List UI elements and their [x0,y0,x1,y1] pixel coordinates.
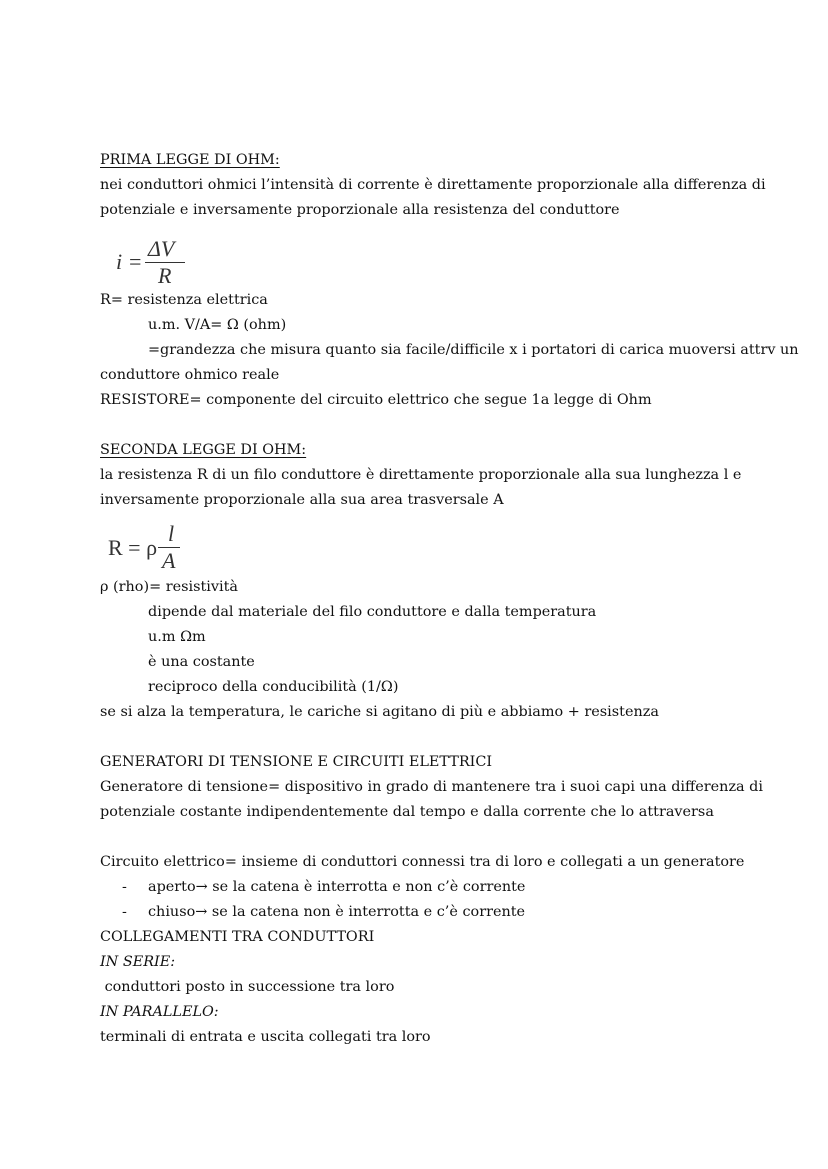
list-item: u.m Ωm [148,629,206,645]
paragraph-line: Generatore di tensione= dispositivo in grado di mantenere tra i suoi capi una differenza di [100,779,763,795]
definition-line: =grandezza che misura quanto sia facile/difficile x i portatori di carica muoversi attrv un [148,342,799,358]
paragraph-line: conduttori posto in successione tra loro [100,979,395,995]
formula-first-ohm-law [100,223,800,288]
spacer [100,413,800,438]
formula-denominator: A [162,548,176,573]
paragraph-line: inversamente proporzionale alla sua area trasversale A [100,492,504,508]
paragraph-line: potenziale costante indipendentemente dal tempo e dalla corrente che lo attraversa [100,804,714,820]
formula-denominator: R [158,263,172,288]
section-title-connections: COLLEGAMENTI TRA CONDUTTORI [100,929,375,945]
section-title-generators: GENERATORI DI TENSIONE E CIRCUITI ELETTRICI [100,754,493,770]
paragraph-line: la resistenza R di un filo conduttore è direttamente proporzionale alla sua lunghezza l e [100,467,742,483]
paragraph-line: nei conduttori ohmici l’intensità di corrente è direttamente proporzionale alla differenza di [100,177,766,193]
list-item-text: chiuso→ se la catena non è interrotta e c’è corrente [148,904,526,920]
section-title-first-ohm-law: PRIMA LEGGE DI OHM: [100,152,280,168]
spacer [100,825,800,850]
spacer [100,725,800,750]
section-title-second-ohm-law: SECONDA LEGGE DI OHM: [100,442,307,458]
dash-bullet: - [122,879,127,895]
list-item [100,900,800,925]
list-item-text: aperto→ se la catena è interrotta e non c’è corrente [148,879,526,895]
formula-numerator: l [168,521,175,546]
formula-second-ohm-law [100,513,800,575]
circuit-definition: Circuito elettrico= insieme di conduttori connessi tra di loro e collegati a un generatore [100,854,745,870]
definition-resistivity: ρ (rho)= resistività [100,579,238,595]
unit-of-measure: u.m. V/A= Ω (ohm) [148,317,287,333]
formula-lhs: R = ρ [108,535,158,560]
list-item [100,875,800,900]
paragraph-line: potenziale e inversamente proporzionale alla resistenza del conduttore [100,202,620,218]
subsection-title-parallel: IN PARALLELO: [100,1004,219,1020]
resistor-definition: RESISTORE= componente del circuito elettrico che segue 1a legge di Ohm [100,392,652,408]
dash-bullet: - [122,904,127,920]
list-item: è una costante [148,654,255,670]
formula-lhs: i = [116,249,143,274]
paragraph-line: terminali di entrata e uscita collegati tra loro [100,1029,431,1045]
definition-resistance: R= resistenza elettrica [100,292,268,308]
definition-line: conduttore ohmico reale [100,367,280,383]
subsection-title-series: IN SERIE: [100,954,176,970]
paragraph-line: se si alza la temperatura, le cariche si agitano di più e abbiamo + resistenza [100,704,659,720]
document-page [100,148,800,1050]
formula-numerator: ΔV [148,236,175,261]
list-item: dipende dal materiale del filo conduttore e dalla temperatura [148,604,597,620]
list-item: reciproco della conducibilità (1/Ω) [148,679,399,695]
